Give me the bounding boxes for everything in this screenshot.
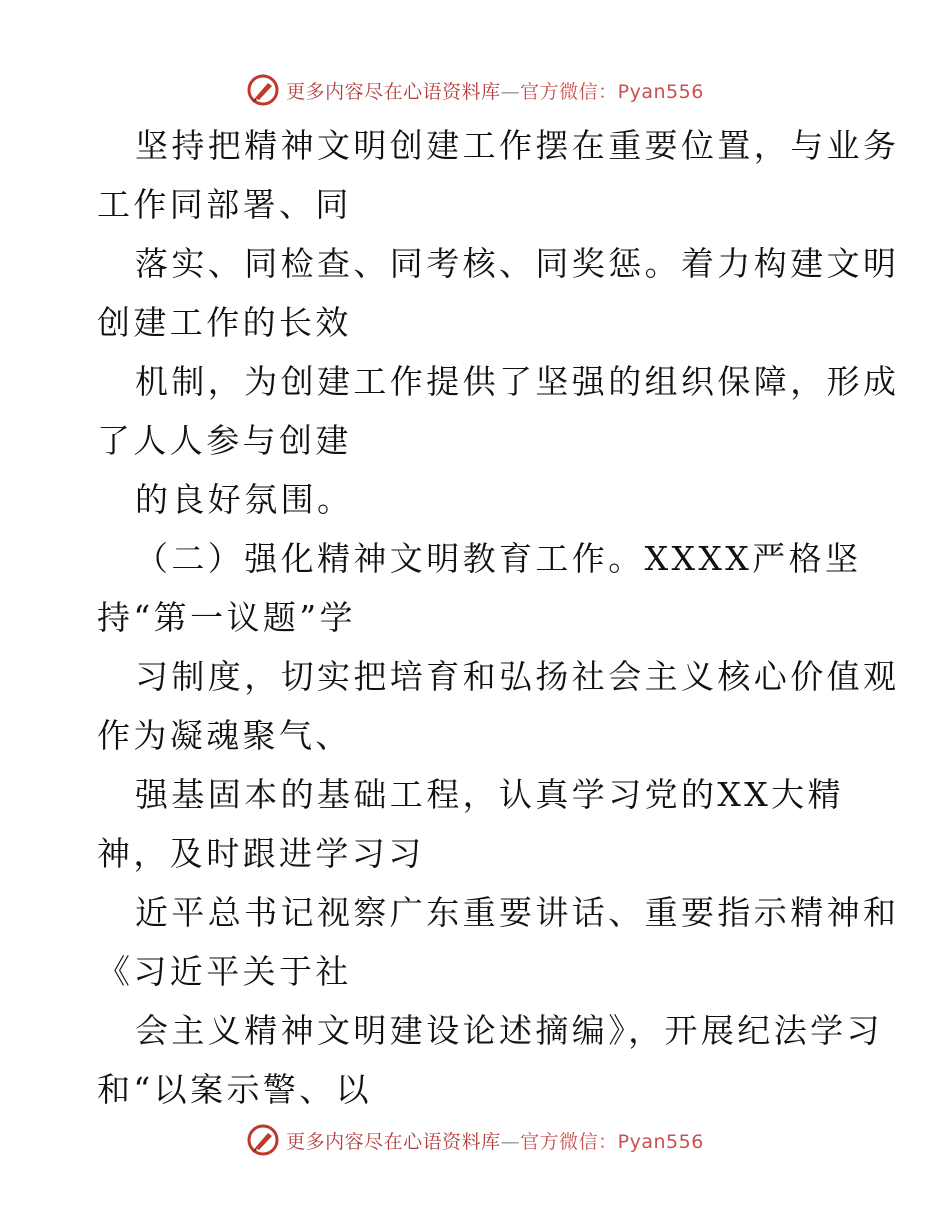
text-line: 了人人参与创建: [97, 421, 352, 460]
text-line: 《习近平关于社: [97, 952, 352, 991]
banner-main-text: 更多内容尽在心语资料库: [286, 1130, 501, 1153]
banner-wechat-text: 官方微信：Pyan556: [520, 80, 704, 103]
banner-dash: —: [500, 1130, 521, 1153]
text-line: 近平总书记视察广东重要讲话、重要指示精神和: [135, 893, 900, 932]
banner-main-text: 更多内容尽在心语资料库: [286, 80, 501, 103]
text-line: 会主义精神文明建设论述摘编》，开展纪法学习: [135, 1011, 883, 1050]
text-line: 神，及时跟进学习习: [97, 834, 425, 873]
banner-text: [286, 77, 704, 104]
text-line: （二）强化精神文明教育工作。XXXX严格坚: [135, 539, 862, 578]
text-line: 和“以案示警、以: [97, 1070, 373, 1109]
banner-dash: —: [500, 80, 521, 103]
text-line: 工作同部署、同: [97, 185, 352, 224]
banner-text: [286, 1127, 704, 1154]
pen-logo-icon: [246, 73, 280, 107]
banner-wechat-text: 官方微信：Pyan556: [520, 1130, 704, 1153]
text-line: 落实、同检查、同考核、同奖惩。着力构建文明: [135, 244, 900, 283]
pen-logo-icon: [246, 1123, 280, 1157]
text-line: 创建工作的长效: [97, 303, 352, 342]
header-banner: [0, 70, 950, 110]
text-line: 强基固本的基础工程，认真学习党的XX大精: [135, 775, 844, 814]
text-line: 持“第一议题”学: [97, 598, 356, 637]
text-line: 机制，为创建工作提供了坚强的组织保障，形成: [135, 362, 900, 401]
text-line: 习制度，切实把培育和弘扬社会主义核心价值观: [135, 657, 900, 696]
text-line: 的良好氛围。: [135, 480, 354, 519]
text-line: 作为凝魂聚气、: [97, 716, 352, 755]
footer-banner: [0, 1120, 950, 1160]
text-line: 坚持把精神文明创建工作摆在重要位置，与业务: [135, 126, 900, 165]
